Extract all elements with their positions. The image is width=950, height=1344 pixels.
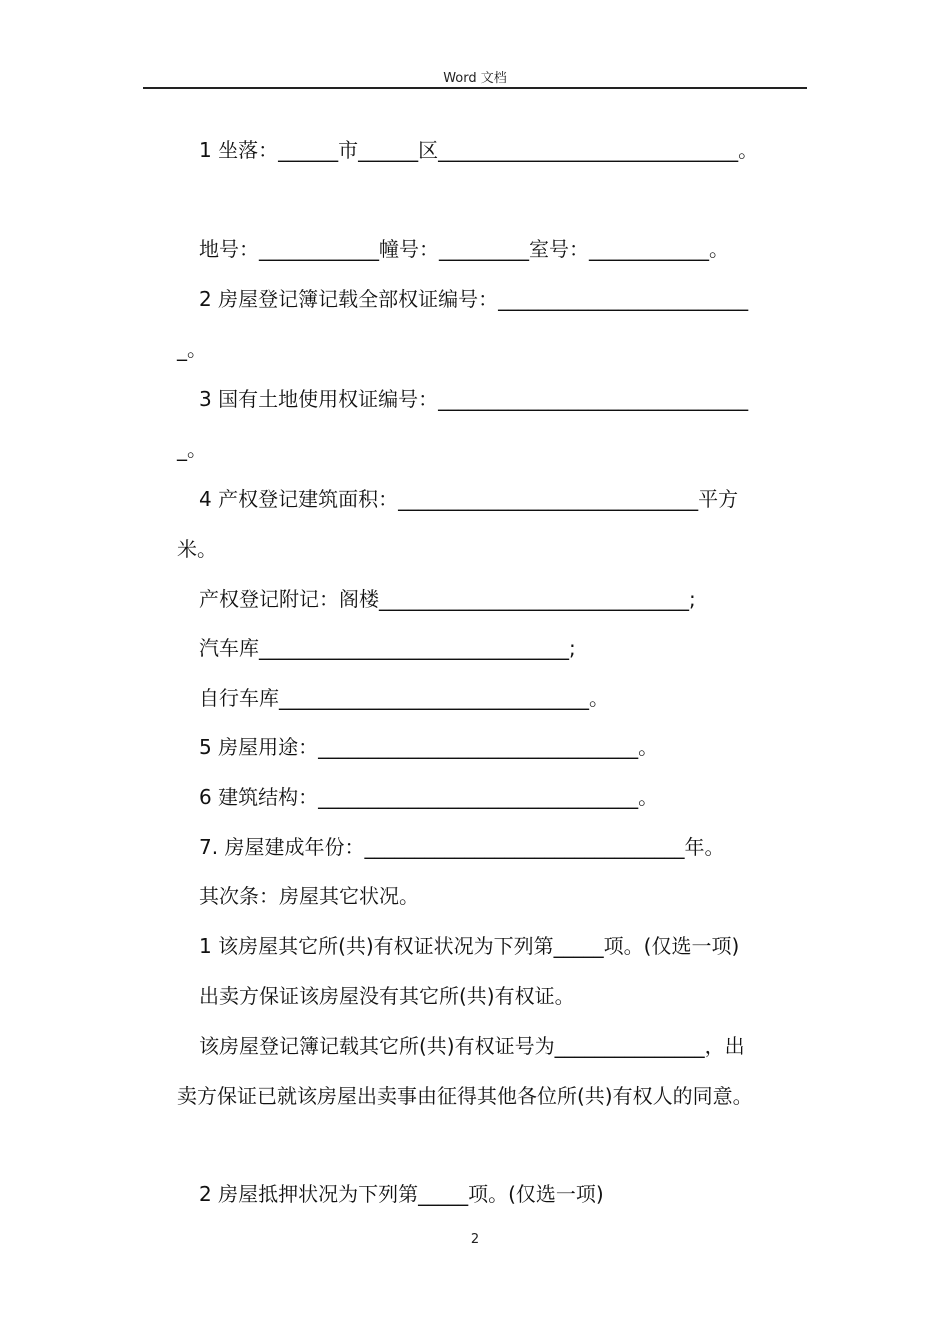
text-line-4: _。 — [177, 337, 207, 361]
text-line-19: 卖方保证已就该房屋出卖事由征得其他各位所(共)有权人的同意。 — [177, 1084, 753, 1108]
text-line-15: 其次条：房屋其它状况。 — [199, 884, 419, 908]
text-line-13: 6 建筑结构：________________________________。 — [199, 785, 659, 809]
text-line-6: _。 — [177, 437, 207, 461]
text-line-11: 自行车库_______________________________。 — [199, 686, 609, 710]
text-line-10: 汽车库_______________________________; — [199, 636, 576, 660]
page-header: Word 文档 — [443, 71, 507, 86]
text-line-7: 4 产权登记建筑面积：______________________________平方 — [199, 487, 739, 511]
text-line-5: 3 国有土地使用权证编号：_______________________________ — [199, 387, 749, 411]
text-line-8: 米。 — [177, 537, 217, 561]
text-line-16: 1 该房屋其它所(共)有权证状况为下列第_____项。(仅选一项) — [199, 934, 740, 958]
text-line-17: 出卖方保证该房屋没有其它所(共)有权证。 — [199, 984, 575, 1008]
header-rule — [143, 87, 807, 89]
text-line-14: 7. 房屋建成年份：________________________________年。 — [199, 835, 725, 859]
text-line-1: 1 坐落：______市______区______________________________。 — [199, 138, 759, 162]
text-line-2: 地号：____________幢号：_________室号：____________。 — [199, 237, 729, 261]
text-line-20: 2 房屋抵押状况为下列第_____项。(仅选一项) — [199, 1182, 604, 1206]
text-line-12: 5 房屋用途：________________________________。 — [199, 735, 659, 759]
text-line-9: 产权登记附记：阁楼_______________________________; — [199, 587, 696, 611]
page-number: 2 — [470, 1232, 480, 1247]
text-line-18: 该房屋登记簿记载其它所(共)有权证号为_______________，出 — [199, 1034, 745, 1058]
text-line-3: 2 房屋登记簿记载全部权证编号：_________________________ — [199, 287, 749, 311]
